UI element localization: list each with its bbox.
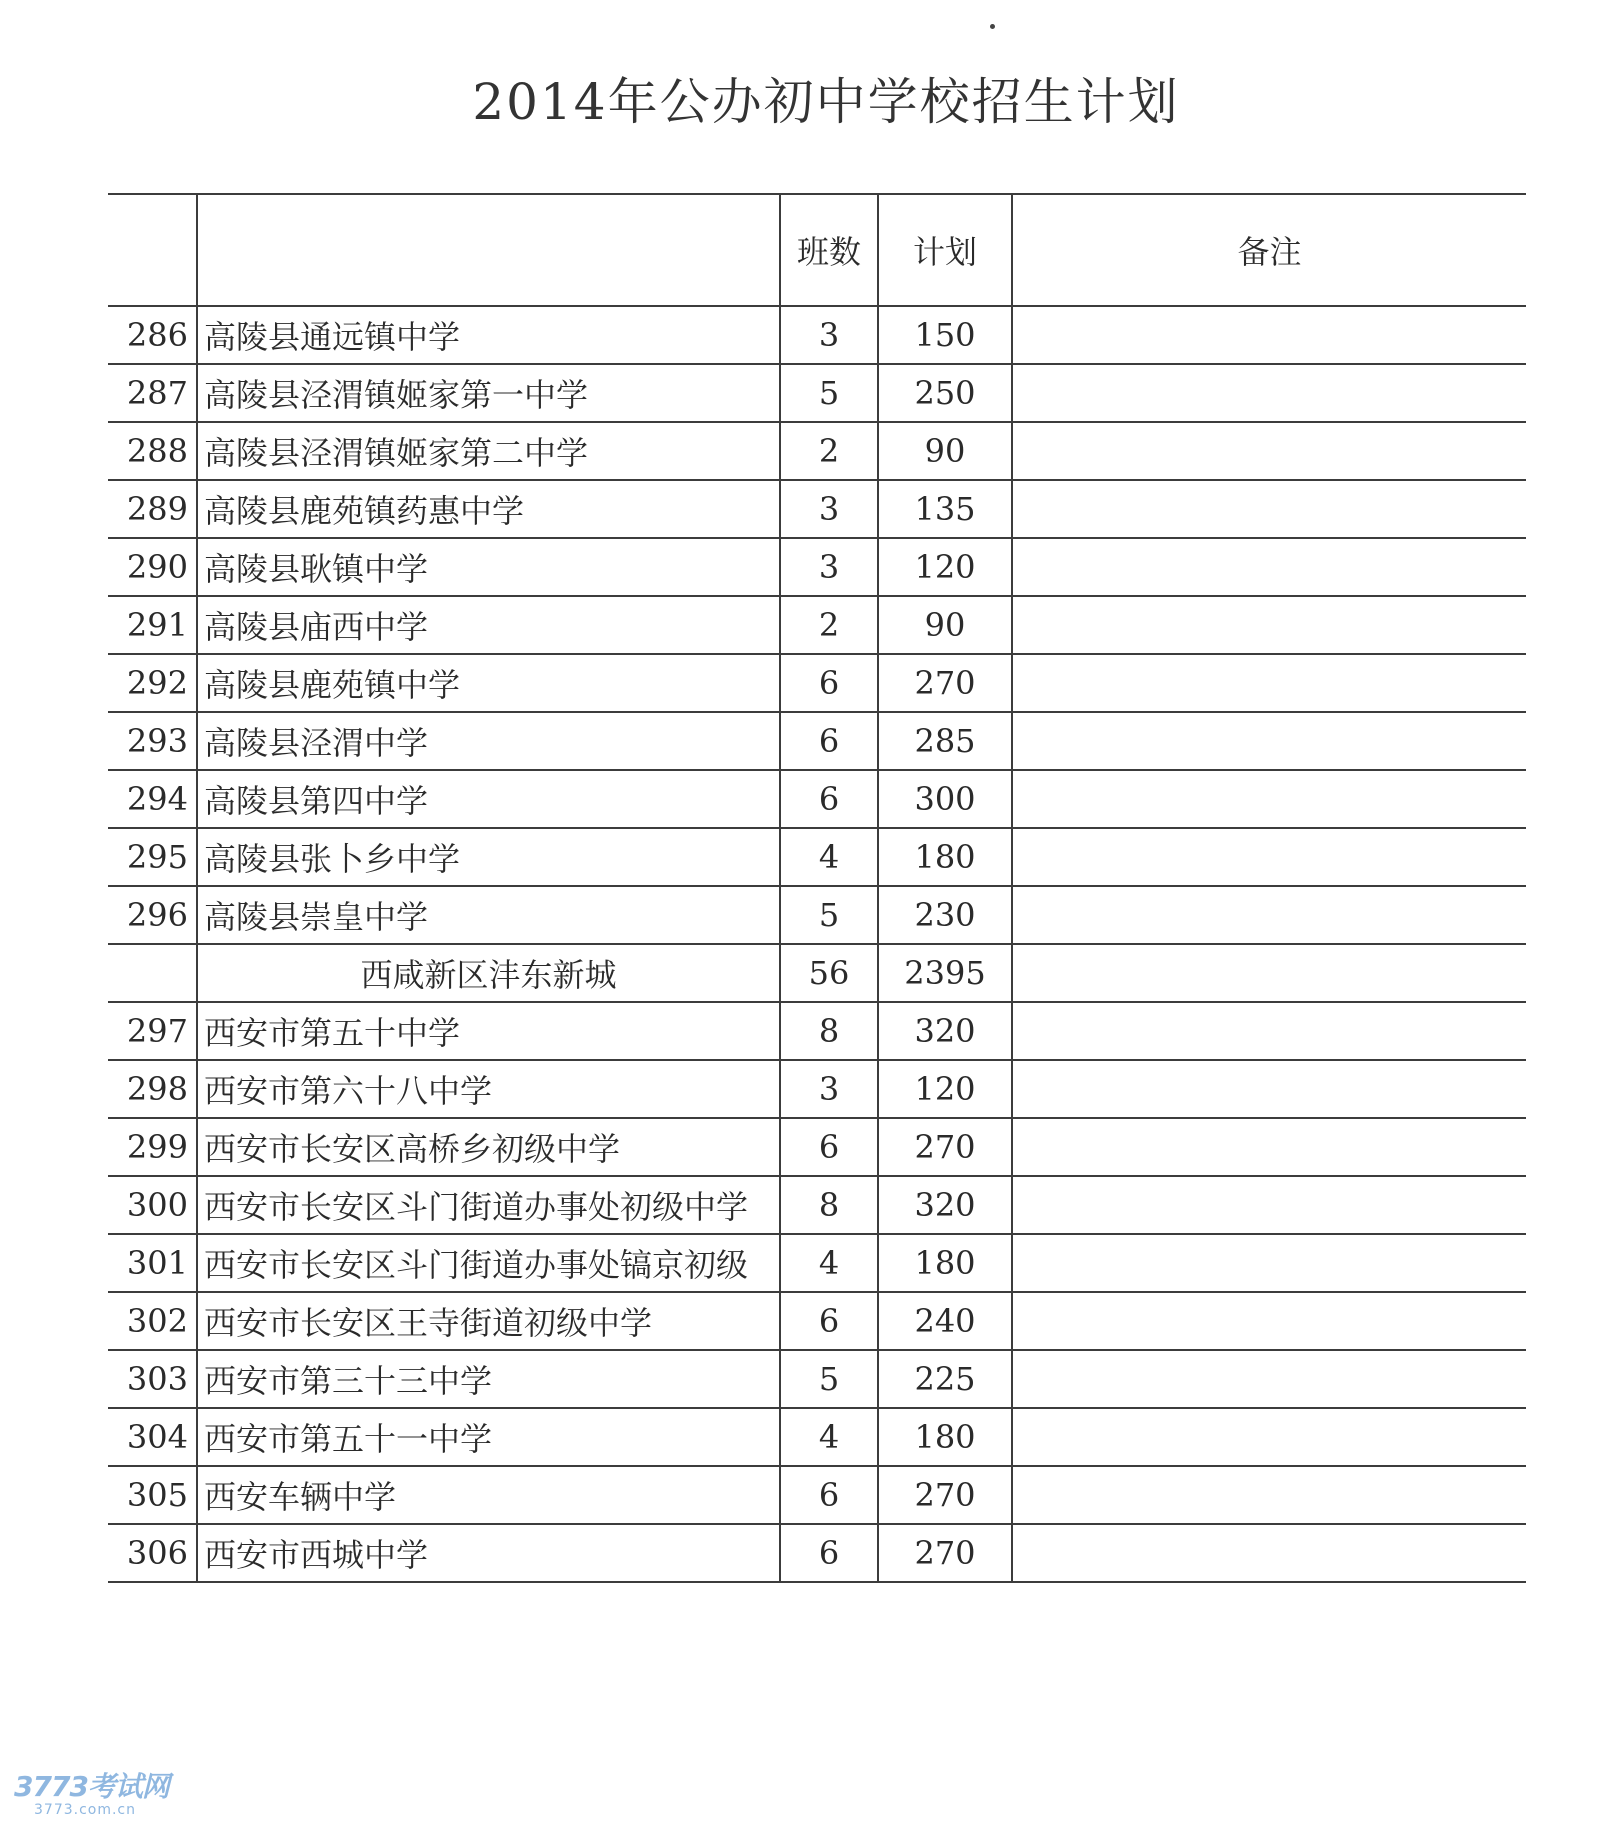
remark-cell xyxy=(1012,1408,1526,1466)
table-row xyxy=(108,538,1526,596)
classes-cell: 6 xyxy=(780,654,878,712)
row-number-cell: 296 xyxy=(108,886,197,944)
school-name-cell: 高陵县第四中学 xyxy=(197,770,780,828)
remark-cell xyxy=(1012,364,1526,422)
classes-cell: 5 xyxy=(780,1350,878,1408)
classes-cell: 3 xyxy=(780,1060,878,1118)
table-row xyxy=(108,828,1526,886)
plan-cell: 120 xyxy=(878,1060,1012,1118)
row-number-cell: 286 xyxy=(108,306,197,364)
remark-cell xyxy=(1012,1524,1526,1582)
table-row xyxy=(108,654,1526,712)
table-row xyxy=(108,712,1526,770)
classes-cell: 6 xyxy=(780,770,878,828)
remark-cell xyxy=(1012,828,1526,886)
remark-cell xyxy=(1012,1350,1526,1408)
classes-cell: 4 xyxy=(780,1234,878,1292)
school-name-cell: 西安车辆中学 xyxy=(197,1466,780,1524)
classes-cell: 8 xyxy=(780,1002,878,1060)
table-row xyxy=(108,1234,1526,1292)
table-row xyxy=(108,422,1526,480)
classes-cell: 2 xyxy=(780,422,878,480)
header-remark: 备注 xyxy=(1012,194,1526,306)
table-row xyxy=(108,886,1526,944)
plan-cell: 320 xyxy=(878,1176,1012,1234)
classes-cell: 3 xyxy=(780,480,878,538)
row-number-cell: 304 xyxy=(108,1408,197,1466)
table-row xyxy=(108,1002,1526,1060)
table-body xyxy=(108,306,1526,1582)
remark-cell xyxy=(1012,538,1526,596)
classes-cell: 3 xyxy=(780,538,878,596)
remark-cell xyxy=(1012,712,1526,770)
remark-cell xyxy=(1012,654,1526,712)
classes-cell: 8 xyxy=(780,1176,878,1234)
classes-cell: 6 xyxy=(780,712,878,770)
classes-cell: 5 xyxy=(780,886,878,944)
row-number-cell: 303 xyxy=(108,1350,197,1408)
header-school-name xyxy=(197,194,780,306)
plan-cell: 250 xyxy=(878,364,1012,422)
plan-cell: 320 xyxy=(878,1002,1012,1060)
table-row xyxy=(108,1408,1526,1466)
row-number-cell: 305 xyxy=(108,1466,197,1524)
school-name-cell: 高陵县鹿苑镇中学 xyxy=(197,654,780,712)
watermark-logo: 3773考试网 xyxy=(14,1770,169,1803)
site-watermark xyxy=(14,1772,184,1818)
watermark-url: 3773.com.cn xyxy=(34,1802,136,1818)
header-plan: 计划 xyxy=(878,194,1012,306)
school-name-cell: 西安市第五十一中学 xyxy=(197,1408,780,1466)
row-number-cell: 306 xyxy=(108,1524,197,1582)
remark-cell xyxy=(1012,770,1526,828)
row-number-cell: 295 xyxy=(108,828,197,886)
table-row xyxy=(108,1466,1526,1524)
table-row xyxy=(108,364,1526,422)
page-title: 2014年公办初中学校招生计划 xyxy=(472,73,1180,131)
table-row xyxy=(108,1060,1526,1118)
row-number-cell: 288 xyxy=(108,422,197,480)
row-number-cell: 287 xyxy=(108,364,197,422)
row-number-cell xyxy=(108,944,197,1002)
plan-cell: 180 xyxy=(878,1234,1012,1292)
row-number-cell: 299 xyxy=(108,1118,197,1176)
school-name-cell: 西安市第六十八中学 xyxy=(197,1060,780,1118)
school-name-cell: 西安市第五十中学 xyxy=(197,1002,780,1060)
classes-cell: 56 xyxy=(780,944,878,1002)
table-row xyxy=(108,596,1526,654)
plan-cell: 230 xyxy=(878,886,1012,944)
plan-cell: 120 xyxy=(878,538,1012,596)
remark-cell xyxy=(1012,1234,1526,1292)
row-number-cell: 301 xyxy=(108,1234,197,1292)
classes-cell: 4 xyxy=(780,1408,878,1466)
plan-cell: 270 xyxy=(878,1524,1012,1582)
header-classes: 班数 xyxy=(780,194,878,306)
plan-cell: 270 xyxy=(878,654,1012,712)
school-name-cell: 高陵县张卜乡中学 xyxy=(197,828,780,886)
table-row xyxy=(108,306,1526,364)
row-number-cell: 291 xyxy=(108,596,197,654)
row-number-cell: 300 xyxy=(108,1176,197,1234)
plan-cell: 180 xyxy=(878,828,1012,886)
plan-cell: 270 xyxy=(878,1118,1012,1176)
header-no xyxy=(108,194,197,306)
classes-cell: 6 xyxy=(780,1524,878,1582)
school-name-cell: 西咸新区沣东新城 xyxy=(197,944,780,1002)
classes-cell: 4 xyxy=(780,828,878,886)
row-number-cell: 290 xyxy=(108,538,197,596)
remark-cell xyxy=(1012,886,1526,944)
remark-cell xyxy=(1012,944,1526,1002)
school-name-cell: 西安市长安区斗门街道办事处初级中学 xyxy=(197,1176,780,1234)
remark-cell xyxy=(1012,1002,1526,1060)
row-number-cell: 294 xyxy=(108,770,197,828)
remark-cell xyxy=(1012,1292,1526,1350)
school-name-cell: 高陵县通远镇中学 xyxy=(197,306,780,364)
table-header-row xyxy=(108,194,1526,306)
plan-cell: 2395 xyxy=(878,944,1012,1002)
remark-cell xyxy=(1012,1118,1526,1176)
classes-cell: 6 xyxy=(780,1466,878,1524)
plan-cell: 90 xyxy=(878,596,1012,654)
table-row xyxy=(108,1176,1526,1234)
plan-cell: 225 xyxy=(878,1350,1012,1408)
scan-speck xyxy=(990,24,995,29)
school-name-cell: 西安市第三十三中学 xyxy=(197,1350,780,1408)
school-name-cell: 高陵县庙西中学 xyxy=(197,596,780,654)
classes-cell: 2 xyxy=(780,596,878,654)
plan-cell: 300 xyxy=(878,770,1012,828)
remark-cell xyxy=(1012,596,1526,654)
school-name-cell: 西安市西城中学 xyxy=(197,1524,780,1582)
school-name-cell: 高陵县泾渭镇姬家第二中学 xyxy=(197,422,780,480)
plan-cell: 240 xyxy=(878,1292,1012,1350)
row-number-cell: 298 xyxy=(108,1060,197,1118)
remark-cell xyxy=(1012,1060,1526,1118)
school-name-cell: 高陵县泾渭中学 xyxy=(197,712,780,770)
row-number-cell: 292 xyxy=(108,654,197,712)
classes-cell: 3 xyxy=(780,306,878,364)
table-row xyxy=(108,770,1526,828)
school-name-cell: 高陵县鹿苑镇药惠中学 xyxy=(197,480,780,538)
classes-cell: 6 xyxy=(780,1292,878,1350)
remark-cell xyxy=(1012,1466,1526,1524)
school-name-cell: 西安市长安区王寺街道初级中学 xyxy=(197,1292,780,1350)
plan-cell: 270 xyxy=(878,1466,1012,1524)
school-name-cell: 高陵县耿镇中学 xyxy=(197,538,780,596)
table-row xyxy=(108,1292,1526,1350)
row-number-cell: 297 xyxy=(108,1002,197,1060)
plan-cell: 90 xyxy=(878,422,1012,480)
row-number-cell: 289 xyxy=(108,480,197,538)
row-number-cell: 293 xyxy=(108,712,197,770)
school-name-cell: 高陵县崇皇中学 xyxy=(197,886,780,944)
plan-cell: 150 xyxy=(878,306,1012,364)
remark-cell xyxy=(1012,480,1526,538)
remark-cell xyxy=(1012,306,1526,364)
table-row xyxy=(108,1350,1526,1408)
classes-cell: 5 xyxy=(780,364,878,422)
plan-cell: 285 xyxy=(878,712,1012,770)
school-name-cell: 西安市长安区斗门街道办事处镐京初级 xyxy=(197,1234,780,1292)
remark-cell xyxy=(1012,422,1526,480)
row-number-cell: 302 xyxy=(108,1292,197,1350)
table-row xyxy=(108,480,1526,538)
plan-cell: 135 xyxy=(878,480,1012,538)
school-name-cell: 西安市长安区高桥乡初级中学 xyxy=(197,1118,780,1176)
remark-cell xyxy=(1012,1176,1526,1234)
school-name-cell: 高陵县泾渭镇姬家第一中学 xyxy=(197,364,780,422)
table-row xyxy=(108,1118,1526,1176)
classes-cell: 6 xyxy=(780,1118,878,1176)
enrollment-plan-table xyxy=(108,193,1526,1583)
table-group-row xyxy=(108,944,1526,1002)
plan-cell: 180 xyxy=(878,1408,1012,1466)
table-row xyxy=(108,1524,1526,1582)
